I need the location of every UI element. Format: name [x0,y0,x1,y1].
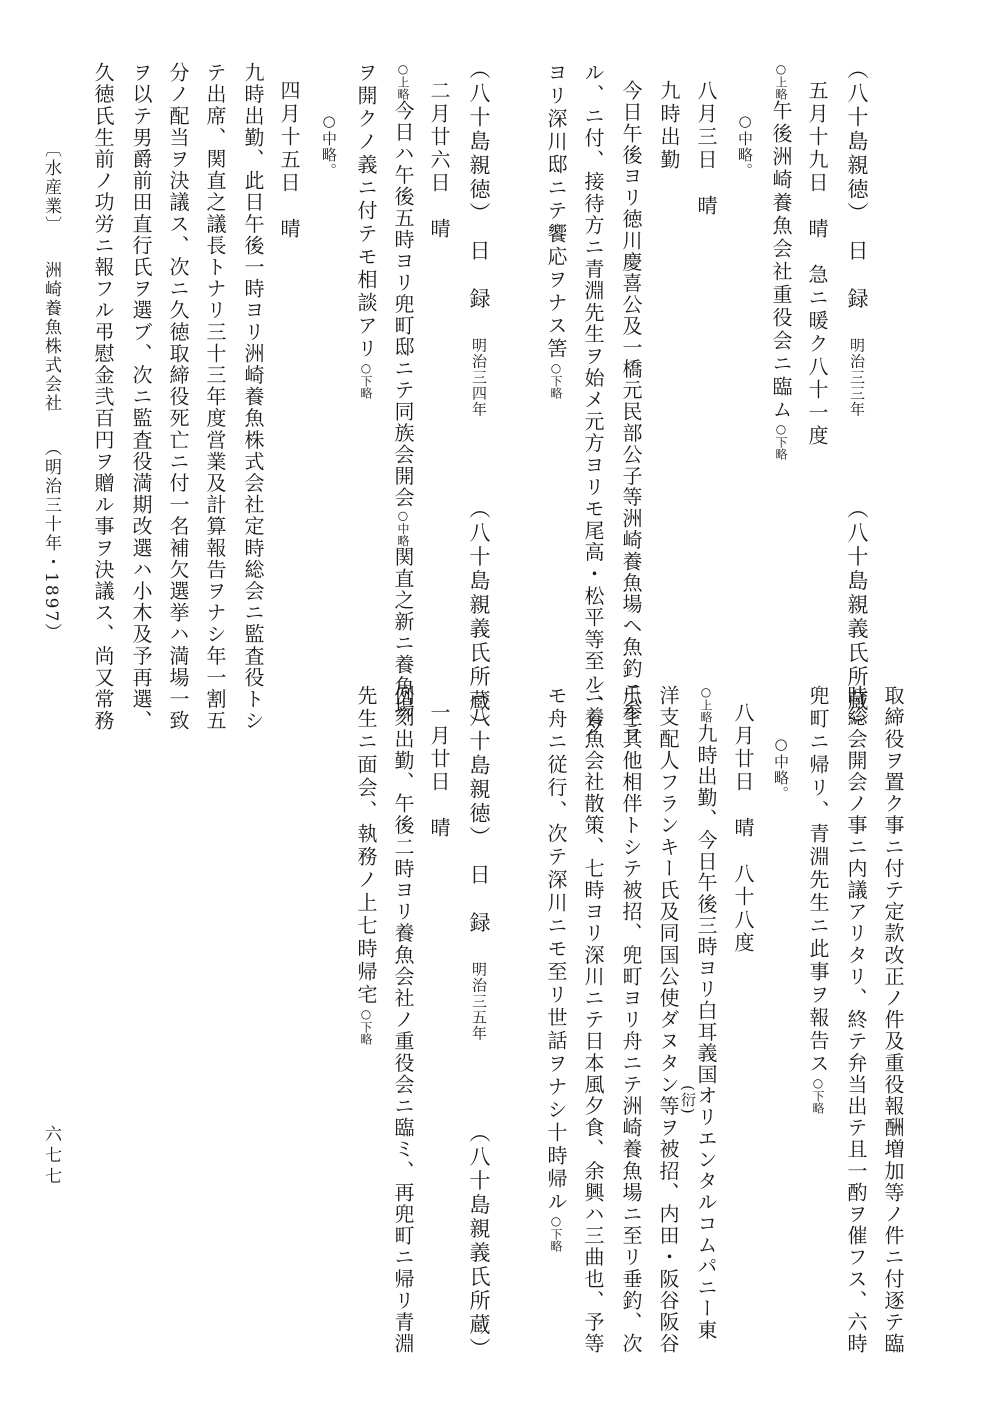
omission-mark: ○下略 [359,361,373,399]
source-heading-1903 [468,682,490,1362]
omission-mark: ○上略 [774,62,788,100]
source-title: （八十島親徳） 日 録 [467,682,491,936]
section-company: 洲崎養魚株式会社 [41,261,61,413]
omission-line: ○中略。 [772,735,790,802]
date-line: 八月三日 晴 [694,80,718,218]
omission-mark: ○中略 [396,508,410,547]
omission-mark: ○下略 [811,1076,825,1114]
text-column: ○上略午後洲崎養魚会社重役会ニ臨ム○下略 [769,62,793,460]
omission-line: ○中略。 [736,112,754,179]
text-column: 五月十九日 晴 急ニ暖ク八十一度 [805,80,829,448]
text-column: 取締役ヲ置ク事ニ付テ定款改正ノ件及重役報酬増加等ノ件ニ付逐テ臨 [881,685,905,1355]
text-column: 久徳氏生前ノ功労ニ報フル弔慰金弐百円ヲ贈ル事ヲ決議ス、尚又常務 [91,62,115,732]
source-title: （八十島親徳） 日 録 [845,58,869,312]
date-line: 四月十五日 晴 [277,80,301,241]
omission-mark: ○上略 [396,62,410,100]
omission-mark: ○上略 [699,685,713,723]
omission-line: ○中略。 [320,112,338,179]
text-column: テ出席、関直之議長トナリ三十三年度営業及計算報告ヲナシ年一割五 [203,62,227,732]
source-heading-1901 [846,58,868,738]
text-column: ヲ開クノ義ニ付テモ相談アリ○下略 [354,62,378,399]
source-title: （八十島親徳） 日 録 [467,58,491,312]
text-column: 時総会開会ノ事ニ内議アリタリ、終テ弁当出テ且一酌ヲ催フス、六時 [844,685,868,1355]
text-column: 九時出勤 [657,80,681,172]
text-column: ヨリ深川邸ニテ饗応ヲナス筈○下略 [544,62,568,399]
source-year: 明治三五年 [470,961,488,1042]
section-year: （明治三十年・1897） [41,439,61,643]
source-owner: （八十島親義氏所蔵） [845,497,869,738]
omission-mark: ○下略 [549,361,563,399]
text-column: ヲ以テ男爵前田直行氏ヲ選ブ、次ニ監査役満期改選ハ小木及予再選、 [129,62,153,732]
text-column: ○上略今日ハ午後五時ヨリ兜町邸ニテ同族会開会○中略関直之新ニ養魚場 [391,62,415,719]
text-column: 例刻出勤、午後二時ヨリ養魚会社ノ重役会ニ臨ミ、再兜町ニ帰リ青淵 [391,685,415,1355]
page-number: 六七七 [41,1125,61,1188]
date-line: 一月廿日 晴 [427,702,451,840]
omission-mark: ○下略 [774,422,788,460]
text-column: 兜町ニ帰リ、青淵先生ニ此事ヲ報告ス○下略 [806,685,830,1114]
section-label: 〔水産業〕 [41,140,61,235]
text-column: 今日午後ヨリ徳川慶喜公及一橋元民部公子等洲崎養魚場ヘ魚釣ニ参ラ [619,80,643,744]
source-owner: （八十島親義氏所蔵） [467,1121,491,1362]
text-column: ニ養魚会社散策、七時ヨリ深川ニテ日本風夕食、余興ハ三曲也、予等 [581,685,605,1355]
text-column: 洋支配人フランキー氏及同国公使ダヌタン等ヲ被招、内田・阪谷阪谷 [656,685,680,1355]
omission-mark: ○下略 [359,1007,373,1045]
source-year: 明治三四年 [470,337,488,418]
text-column: 九時出勤、此日午後一時ヨリ洲崎養魚株式会社定時総会ニ監査役トシ [241,62,265,732]
omission-mark: ○下略 [549,1214,563,1252]
source-owner: （八十島親義氏所蔵） [467,497,491,738]
source-heading-1902 [468,58,490,738]
text-column: 瓜生其他相伴トシテ被招、兜町ヨリ舟ニテ洲崎養魚場ニ至リ垂釣、次 [619,685,643,1355]
text-column: ル、ニ付、接待方ニ青淵先生ヲ始メ元方ヨリモ尾高・松平等至ル、夕 [581,62,605,738]
date-line: 八月廿日 晴 八十八度 [731,702,755,955]
source-year: 明治三三年 [848,337,866,418]
text-column: モ舟ニ従行、次テ深川ニモ至リ世話ヲナシ十時帰ル○下略 [544,685,568,1252]
text-column: 先生ニ面会、執務ノ上七時帰宅○下略 [354,685,378,1045]
running-footer [40,140,62,642]
text-column: 分ノ配当ヲ決議ス、次ニ久徳取締役死亡ニ付一名補欠選挙ハ満場一致 [166,62,190,732]
editorial-note: (衍) [679,1085,697,1115]
date-line: 二月廿六日 晴 [427,80,451,241]
text-column: ○上略九時出勤、今日午後三時ヨリ白耳義国オリエンタルコムパニー東 [694,685,718,1341]
